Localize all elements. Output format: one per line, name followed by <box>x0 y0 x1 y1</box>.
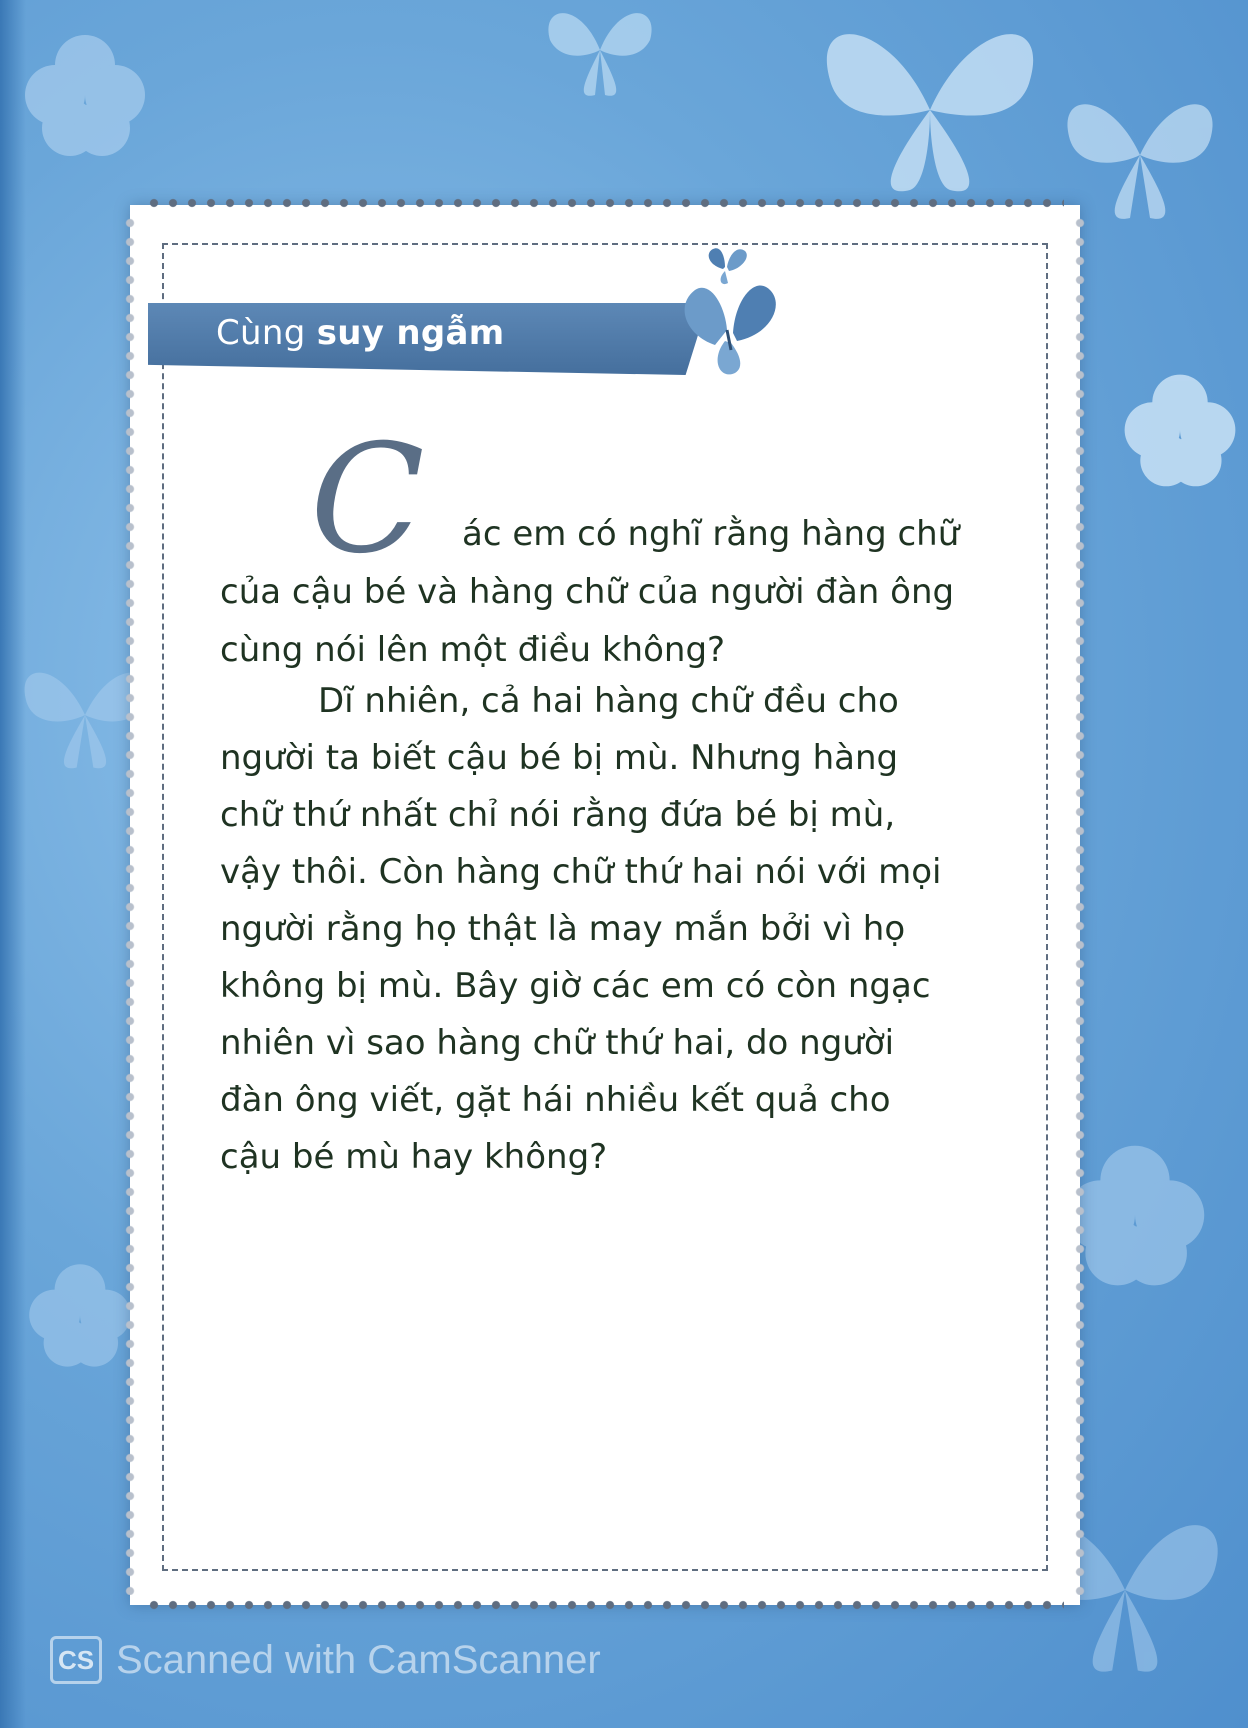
paragraph-line: đàn ông viết, gặt hái nhiều kết quả cho <box>220 1080 891 1120</box>
paragraph-line: người rằng họ thật là may mắn bởi vì họ <box>220 909 906 949</box>
paragraph-line: của cậu bé và hàng chữ của người đàn ông <box>220 572 955 612</box>
banner-title <box>216 313 505 353</box>
background-flower-icon <box>1120 370 1240 490</box>
butterfly-icon <box>675 275 785 389</box>
paragraph-line: cùng nói lên một điều không? <box>220 630 726 670</box>
paragraph-line: ác em có nghĩ rằng hàng chữ <box>462 514 960 554</box>
banner-title-bold: suy ngẫm <box>316 313 505 353</box>
drop-cap: C <box>310 413 425 587</box>
paragraph-1 <box>220 505 1050 679</box>
paragraph-2 <box>220 673 1050 1186</box>
content-card <box>130 205 1080 1605</box>
background-butterfly-icon <box>800 0 1060 210</box>
paragraph-line: Dĩ nhiên, cả hai hàng chữ đều cho <box>318 681 899 721</box>
camscanner-logo-icon: CS <box>50 1636 102 1684</box>
background-butterfly-icon <box>540 0 660 100</box>
lace-border-left <box>122 215 138 1595</box>
background-flower-icon <box>20 30 150 160</box>
paragraph-line: chữ thứ nhất chỉ nói rằng đứa bé bị mù, <box>220 795 896 835</box>
background-flower-icon <box>25 1260 135 1370</box>
lace-border-top <box>146 195 1064 211</box>
paragraph-line: người ta biết cậu bé bị mù. Nhưng hàng <box>220 738 899 778</box>
paragraph-line: không bị mù. Bây giờ các em có còn ngạc <box>220 966 931 1006</box>
paragraph-line: nhiên vì sao hàng chữ thứ hai, do người <box>220 1023 895 1063</box>
lace-border-right <box>1072 215 1088 1595</box>
watermark-text: Scanned with CamScanner <box>116 1637 601 1682</box>
lace-border-bottom <box>146 1597 1064 1613</box>
camscanner-watermark <box>50 1636 601 1684</box>
page-edge-shadow <box>0 0 26 1728</box>
small-butterfly-icon <box>703 245 749 291</box>
paragraph-line: cậu bé mù hay không? <box>220 1137 608 1177</box>
banner-title-regular: Cùng <box>216 313 306 353</box>
paragraph-line: vậy thôi. Còn hàng chữ thứ hai nói với mọi <box>220 852 942 892</box>
